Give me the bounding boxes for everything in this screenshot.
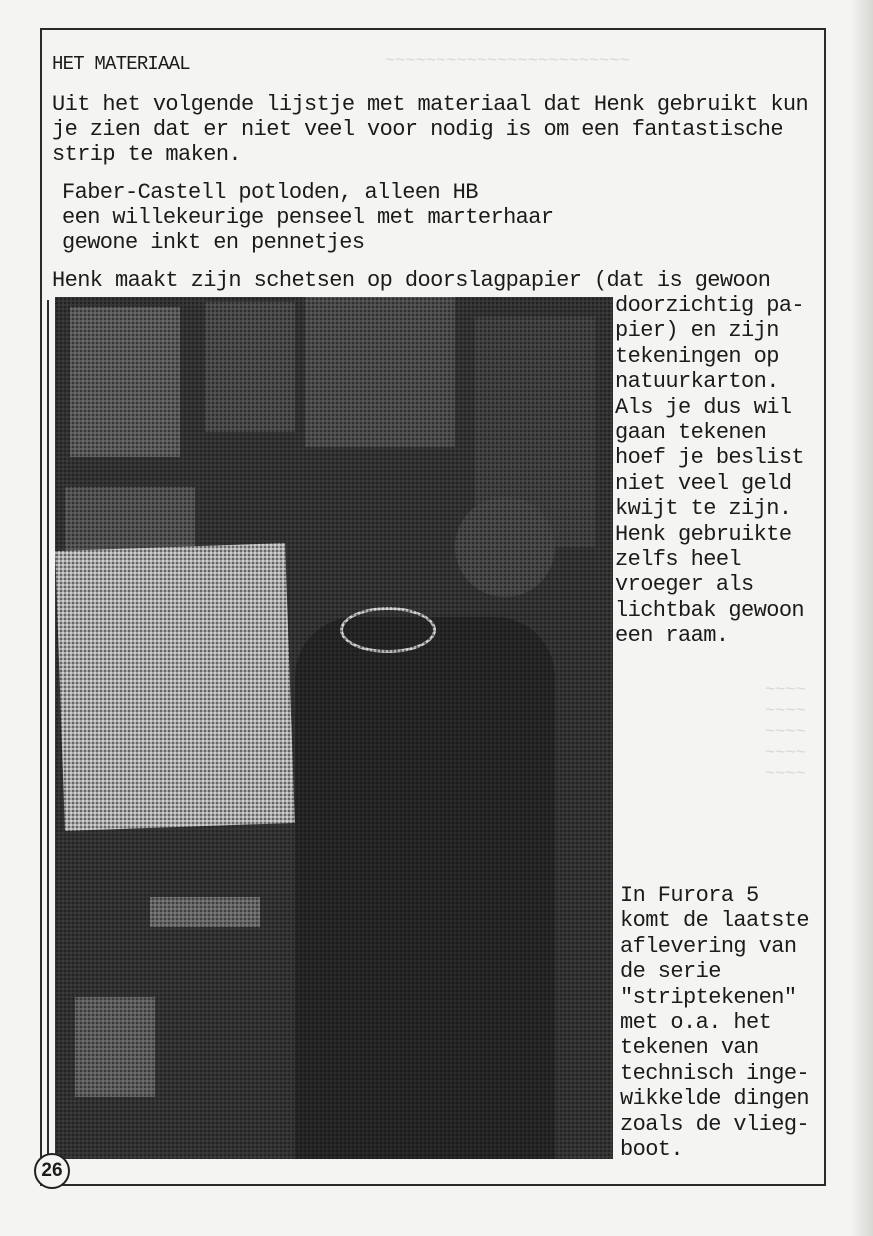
material-item-1: Faber-Castell potloden, alleen HB [62, 180, 478, 205]
side-text-line: vroeger als [615, 572, 754, 598]
side-text-line: pier) en zijn [615, 318, 779, 344]
side-text-line: Als je dus wil [615, 394, 792, 420]
side-text-line: met o.a. het [620, 1010, 772, 1036]
side-text-line: gaan tekenen [615, 420, 767, 446]
side-text-line: wikkelde dingen [620, 1086, 810, 1112]
side-text-line: tekenen van [620, 1035, 759, 1061]
side-text-bottom [620, 883, 809, 1162]
page-number-badge: 26 [34, 1153, 70, 1189]
side-text-line: boot. [620, 1137, 684, 1163]
material-item-3: gewone inkt en pennetjes [62, 230, 365, 255]
intro-line-2: je zien dat er niet veel voor nodig is om een fantastische [52, 117, 783, 142]
side-text-line: Henk gebruikte [615, 521, 792, 547]
page-edge-shadow [851, 0, 873, 1236]
intro-line-3: strip te maken. [52, 142, 242, 167]
side-text-line: niet veel geld [615, 470, 792, 496]
side-text-line: natuurkarton. [615, 369, 779, 395]
side-text-line: komt de laatste [620, 908, 810, 934]
section-heading: HET MATERIAAL [52, 53, 190, 75]
side-text-line: zoals de vlieg- [620, 1111, 810, 1137]
side-text-line: zelfs heel [615, 547, 742, 573]
bleed-through-text: ~~~~~~~~~~~~~~~~~~~~~~~~ [385, 52, 630, 71]
side-text-line: lichtbak gewoon [615, 597, 805, 623]
intro-line-1: Uit het volgende lijstje met materiaal dat Henk gebruikt kun [52, 92, 809, 117]
sketch-paper-line: Henk maakt zijn schetsen op doorslagpapier (dat is gewoon [52, 268, 771, 293]
photo-halftone-pattern [55, 297, 613, 1159]
side-text-line: de serie [620, 959, 721, 985]
artist-photo [55, 297, 613, 1159]
side-text-line: technisch inge- [620, 1060, 810, 1086]
bleed-through-text: ~~~~ ~~~~ ~~~~ ~~~~ ~~~~ [765, 681, 806, 784]
side-text-line: kwijt te zijn. [615, 496, 792, 522]
side-text-line: hoef je beslist [615, 445, 805, 471]
side-text-top [615, 293, 804, 649]
side-text-line: aflevering van [620, 933, 797, 959]
frame-divider [47, 300, 49, 1158]
side-text-line: een raam. [615, 623, 729, 649]
side-text-line: tekeningen op [615, 343, 779, 369]
side-text-line: In Furora 5 [620, 883, 759, 908]
material-item-2: een willekeurige penseel met marterhaar [62, 205, 554, 230]
side-text-line: "striptekenen" [620, 984, 797, 1010]
side-text-line: doorzichtig pa- [615, 293, 805, 318]
